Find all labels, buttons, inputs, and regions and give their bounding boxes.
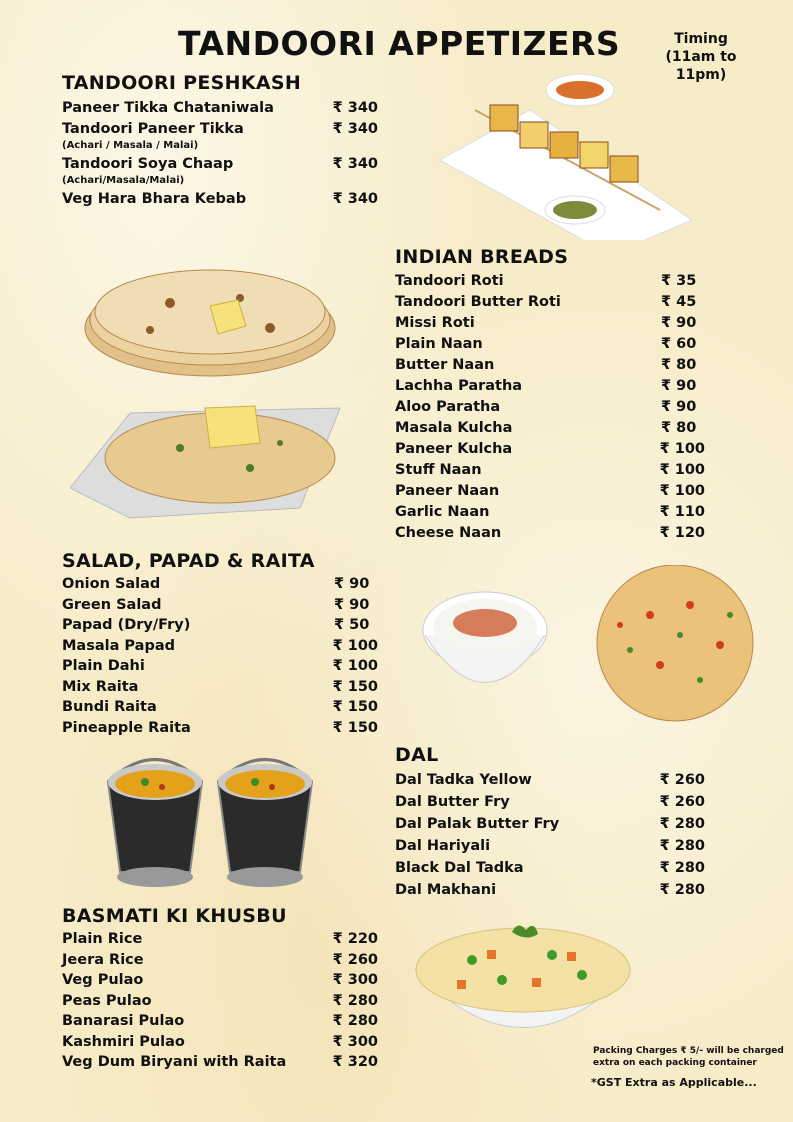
menu-item: Onion Salad ₹ 90 bbox=[62, 576, 370, 592]
menu-item-note: (Achari / Masala / Malai) bbox=[62, 140, 199, 151]
section-title-dal: DAL bbox=[395, 744, 439, 766]
menu-item: Garlic Naan ₹ 110 bbox=[395, 504, 705, 520]
menu-item: Green Salad ₹ 90 bbox=[62, 596, 370, 613]
menu-item: Paneer Tikka Chataniwala ₹ 340 bbox=[62, 100, 378, 116]
menu-item: Veg Pulao ₹ 300 bbox=[62, 972, 378, 988]
menu-list-peshkash bbox=[62, 98, 378, 210]
menu-list-salad bbox=[62, 574, 378, 738]
menu-item: Masala Kulcha ₹ 80 bbox=[395, 420, 697, 436]
menu-item: Pineapple Raita ₹ 150 bbox=[62, 719, 378, 736]
menu-item: Lachha Paratha ₹ 90 bbox=[395, 378, 697, 394]
menu-item: Plain Naan ₹ 60 bbox=[395, 336, 697, 352]
menu-item: Dal Hariyali ₹ 280 bbox=[395, 838, 705, 854]
section-title-basmati: BASMATI KI KHUSBU bbox=[62, 905, 287, 927]
menu-item: Cheese Naan ₹ 120 bbox=[395, 525, 705, 541]
menu-item: Kashmiri Pulao ₹ 300 bbox=[62, 1033, 378, 1050]
section-title-peshkash: TANDOORI PESHKASH bbox=[62, 72, 302, 94]
menu-item: Missi Roti ₹ 90 bbox=[395, 315, 697, 331]
menu-item: Plain Rice ₹ 220 bbox=[62, 931, 378, 947]
menu-item: Tandoori Roti ₹ 35 bbox=[395, 273, 697, 289]
menu-item: Papad (Dry/Fry) ₹ 50 bbox=[62, 617, 370, 633]
menu-list-dal bbox=[395, 769, 705, 901]
menu-item: Paneer Kulcha ₹ 100 bbox=[395, 441, 705, 457]
dal-bucket-image bbox=[100, 742, 325, 892]
menu-item: Butter Naan ₹ 80 bbox=[395, 357, 697, 373]
page-title: TANDOORI APPETIZERS bbox=[178, 24, 621, 63]
menu-item: Tandoori Soya Chaap ₹ 340 bbox=[62, 156, 378, 172]
menu-item: Plain Dahi ₹ 100 bbox=[62, 658, 378, 674]
menu-item: Stuff Naan ₹ 100 bbox=[395, 462, 705, 478]
paneer-tikka-image bbox=[430, 70, 700, 240]
menu-item: Veg Hara Bhara Kebab ₹ 340 bbox=[62, 191, 378, 207]
timing-hours: (11am to 11pm) bbox=[665, 49, 737, 83]
menu-item: Bundi Raita ₹ 150 bbox=[62, 699, 378, 715]
menu-item: Masala Papad ₹ 100 bbox=[62, 637, 378, 654]
menu-item: Paneer Naan ₹ 100 bbox=[395, 483, 705, 499]
menu-item: Mix Raita ₹ 150 bbox=[62, 678, 378, 695]
menu-list-breads bbox=[395, 271, 705, 544]
menu-item-note: (Achari/Masala/Malai) bbox=[62, 175, 185, 186]
timing-label: Timing bbox=[674, 31, 728, 47]
menu-list-basmati bbox=[62, 929, 378, 1073]
gst-note: *GST Extra as Applicable... bbox=[591, 1076, 757, 1089]
section-title-breads: INDIAN BREADS bbox=[395, 246, 569, 268]
naan-roti-image bbox=[70, 258, 345, 523]
packing-charges-note: Packing Charges ₹ 5/- will be charged extra on each packing container bbox=[593, 1046, 784, 1068]
menu-item: Tandoori Paneer Tikka ₹ 340 bbox=[62, 121, 378, 137]
raita-papad-image bbox=[420, 565, 760, 725]
menu-item: Jeera Rice ₹ 260 bbox=[62, 951, 378, 968]
menu-item: Banarasi Pulao ₹ 280 bbox=[62, 1013, 378, 1029]
menu-item: Dal Palak Butter Fry ₹ 280 bbox=[395, 816, 705, 832]
menu-item: Veg Dum Biryani with Raita ₹ 320 bbox=[62, 1054, 378, 1070]
menu-item: Black Dal Tadka ₹ 280 bbox=[395, 860, 705, 876]
menu-item: Dal Tadka Yellow ₹ 260 bbox=[395, 772, 705, 788]
section-title-salad: SALAD, PAPAD & RAITA bbox=[62, 550, 315, 572]
menu-item: Peas Pulao ₹ 280 bbox=[62, 992, 378, 1009]
menu-item: Tandoori Butter Roti ₹ 45 bbox=[395, 294, 697, 310]
menu-item: Dal Butter Fry ₹ 260 bbox=[395, 794, 705, 810]
menu-item: Dal Makhani ₹ 280 bbox=[395, 882, 705, 898]
menu-item: Aloo Paratha ₹ 90 bbox=[395, 399, 697, 415]
